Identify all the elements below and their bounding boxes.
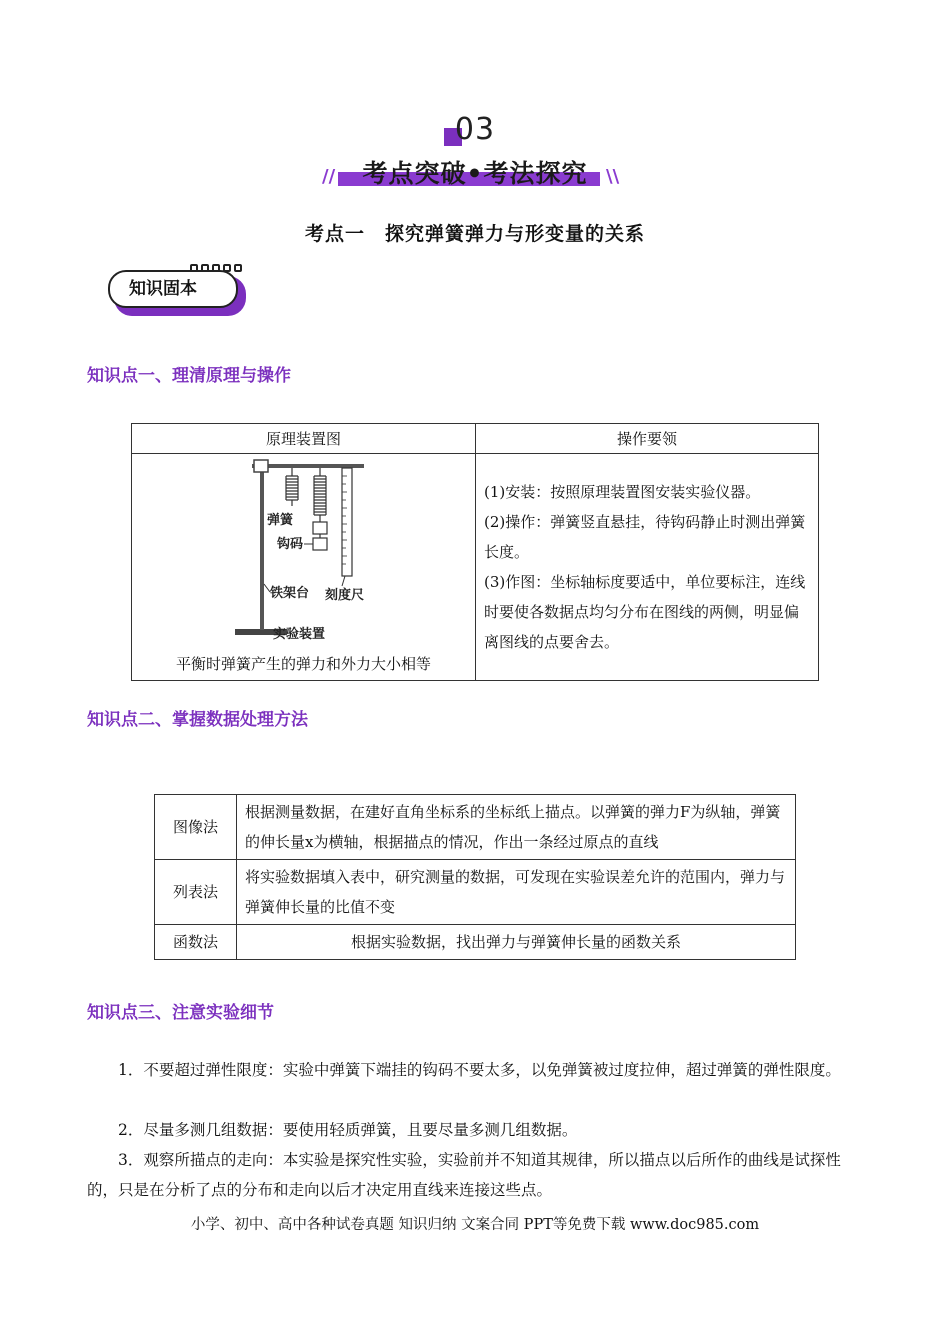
label-ruler: 刻度尺: [325, 588, 365, 603]
label-stand: 铁架台: [270, 586, 310, 601]
method-description: 将实验数据填入表中，研究测量的数据，可发现在实验误差允许的范围内，弹力与弹簧伸长量的比值不变: [237, 860, 796, 925]
banner-slashes-left: //: [322, 166, 336, 187]
section-title-2: 知识点二、掌握数据处理方法: [87, 710, 308, 730]
note-item-2: 2．尽量多测几组数据：要使用轻质弹簧，且要尽量多测几组数据。: [118, 1121, 578, 1139]
apparatus-diagram: [132, 454, 475, 654]
operation-steps-cell: [476, 454, 819, 681]
operation-step-1: (1)安装：按照原理装置图安装实验仪器。: [484, 483, 761, 501]
table-row: [155, 860, 796, 925]
data-processing-table: [154, 794, 796, 960]
label-spring: 弹簧: [267, 513, 294, 528]
table-row: [155, 925, 796, 960]
table-row: [155, 795, 796, 860]
method-name: 列表法: [155, 860, 237, 925]
method-name: 函数法: [155, 925, 237, 960]
method-description: 根据实验数据，找出弹力与弹簧伸长量的函数关系: [237, 925, 796, 960]
label-weight: 钩码: [277, 537, 304, 552]
table1-header-diagram: 原理装置图: [132, 424, 476, 454]
note-item-1: 1．不要超过弹性限度：实验中弹簧下端挂的钩码不要太多，以免弹簧被过度拉伸，超过弹簧的弹性限度。: [118, 1061, 841, 1079]
method-description: 根据测量数据，在建好直角坐标系的坐标纸上描点。以弹簧的弹力F为纵轴，弹簧的伸长量x为横轴，根据描点的情况，作出一条经过原点的直线: [237, 795, 796, 860]
banner-title: 考点突破•考法探究: [362, 159, 588, 188]
section-number: 03: [454, 112, 496, 147]
method-name: 图像法: [155, 795, 237, 860]
banner-slashes-right: \\: [606, 166, 620, 187]
principle-operation-table: [131, 423, 819, 681]
apparatus-cell: [132, 454, 476, 681]
label-apparatus-caption: 实验装置: [273, 627, 326, 642]
section-title-1: 知识点一、理清原理与操作: [87, 366, 291, 386]
operation-step-2: (2)操作：弹簧竖直悬挂，待钩码静止时测出弹簧长度。: [484, 513, 806, 561]
section-title-3: 知识点三、注意实验细节: [87, 1003, 274, 1023]
operation-step-3: (3)作图：坐标轴标度要适中，单位要标注，连线时要使各数据点均匀分布在图线的两侧，明显偏离图线的点要舍去。: [484, 573, 806, 651]
topic-title: 考点一 探究弹簧弹力与形变量的关系: [304, 223, 645, 245]
note-item-3: 3．观察所描点的走向：本实验是探究性实验，实验前并不知道其规律，所以描点以后所作的曲线是试探性的，只是在分析了点的分布和走向以后才决定用直线来连接这些点。: [87, 1151, 841, 1199]
principle-caption: 平衡时弹簧产生的弹力和外力大小相等: [175, 655, 431, 673]
badge-label: 知识固本: [129, 279, 197, 299]
page-footer: 小学、初中、高中各种试卷真题 知识归纳 文案合同 PPT等免费下载 www.doc985.com: [190, 1217, 760, 1233]
table1-header-operation: 操作要领: [476, 424, 819, 454]
